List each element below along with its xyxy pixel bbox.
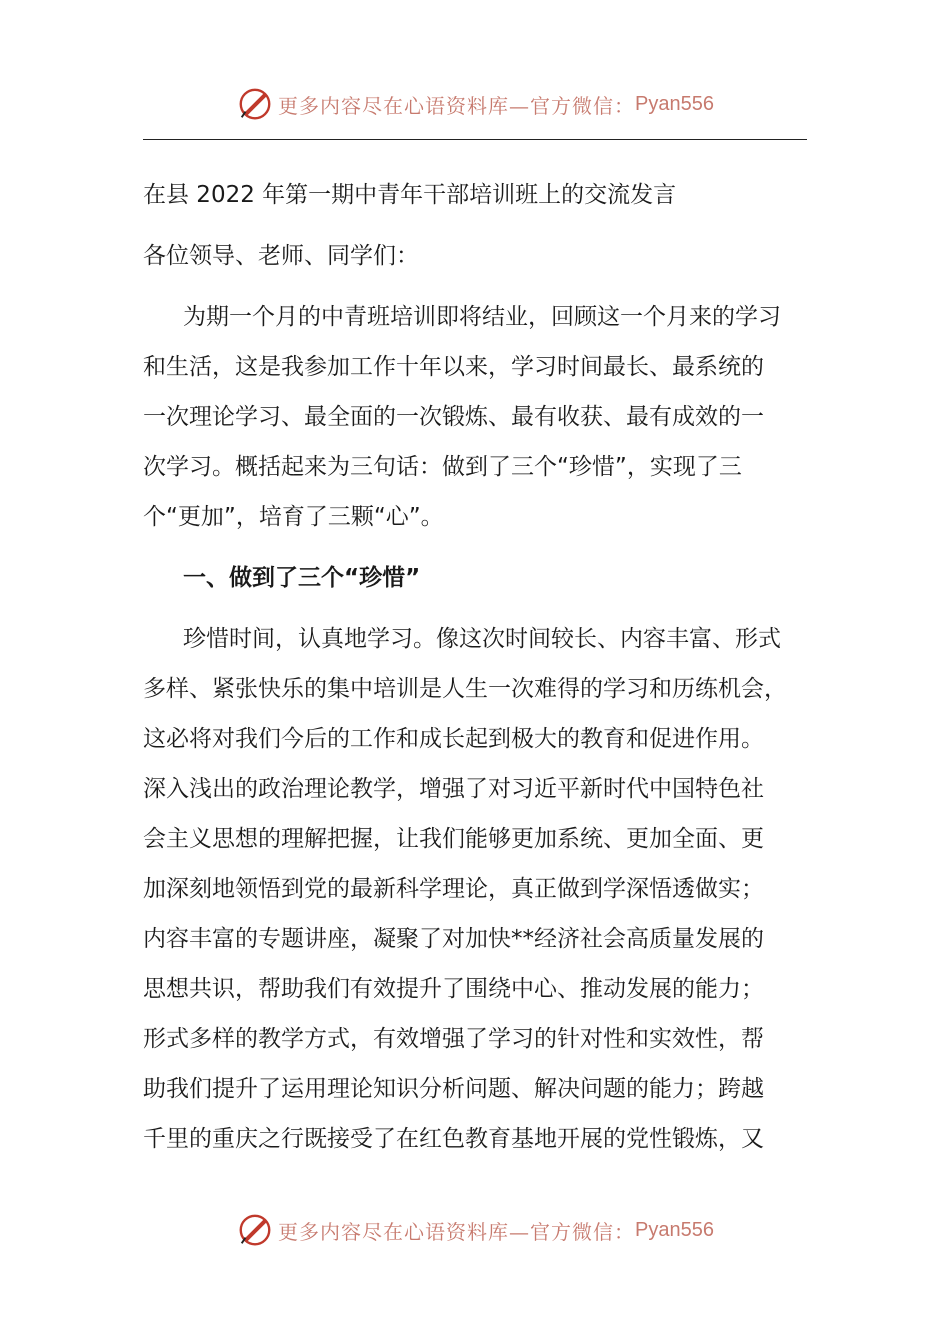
paragraph-line: 个“更加”，培育了三颗“心”。 <box>143 504 444 530</box>
paragraph-line: 加深刻地领悟到党的最新科学理论，真正做到学深悟透做实； <box>143 876 764 902</box>
section-heading: 一、做到了三个“珍惜” <box>183 565 421 591</box>
paragraph-line: 为期一个月的中青班培训即将结业，回顾这一个月来的学习 <box>183 304 781 330</box>
paragraph-line: 一次理论学习、最全面的一次锻炼、最有收获、最有成效的一 <box>143 404 764 430</box>
paragraph-2 <box>143 614 833 1164</box>
header-watermark <box>0 82 950 126</box>
quill-logo-icon <box>236 85 274 123</box>
salutation: 各位领导、老师、同学们： <box>143 243 419 269</box>
header-divider <box>143 139 807 140</box>
watermark-wechat-id: Pyan556 <box>635 92 714 115</box>
quill-logo-icon <box>236 1211 274 1249</box>
paragraph-line: 和生活，这是我参加工作十年以来，学习时间最长、最系统的 <box>143 354 764 380</box>
document-title: 在县 2022 年第一期中青年干部培训班上的交流发言 <box>143 182 677 208</box>
footer-watermark <box>0 1208 950 1252</box>
document-body <box>143 170 833 1164</box>
watermark-text: 更多内容尽在心语资料库—官方微信： <box>278 93 636 118</box>
paragraph-line: 这必将对我们今后的工作和成长起到极大的教育和促进作用。 <box>143 726 764 752</box>
paragraph-line: 多样、紧张快乐的集中培训是人生一次难得的学习和历练机会， <box>143 676 787 702</box>
paragraph-line: 千里的重庆之行既接受了在红色教育基地开展的党性锻炼，又 <box>143 1126 764 1152</box>
paragraph-line: 形式多样的教学方式，有效增强了学习的针对性和实效性，帮 <box>143 1026 764 1052</box>
watermark-wechat-id: Pyan556 <box>635 1218 714 1241</box>
paragraph-line: 会主义思想的理解把握，让我们能够更加系统、更加全面、更 <box>143 826 764 852</box>
paragraph-1 <box>143 292 833 542</box>
paragraph-line: 珍惜时间，认真地学习。像这次时间较长、内容丰富、形式 <box>183 626 781 652</box>
paragraph-line: 次学习。概括起来为三句话：做到了三个“珍惜”，实现了三 <box>143 454 742 480</box>
paragraph-line: 深入浅出的政治理论教学，增强了对习近平新时代中国特色社 <box>143 776 764 802</box>
watermark-text: 更多内容尽在心语资料库—官方微信： <box>278 1219 636 1244</box>
paragraph-line: 内容丰富的专题讲座，凝聚了对加快**经济社会高质量发展的 <box>143 926 764 952</box>
paragraph-line: 助我们提升了运用理论知识分析问题、解决问题的能力；跨越 <box>143 1076 764 1102</box>
paragraph-line: 思想共识，帮助我们有效提升了围绕中心、推动发展的能力； <box>143 976 764 1002</box>
